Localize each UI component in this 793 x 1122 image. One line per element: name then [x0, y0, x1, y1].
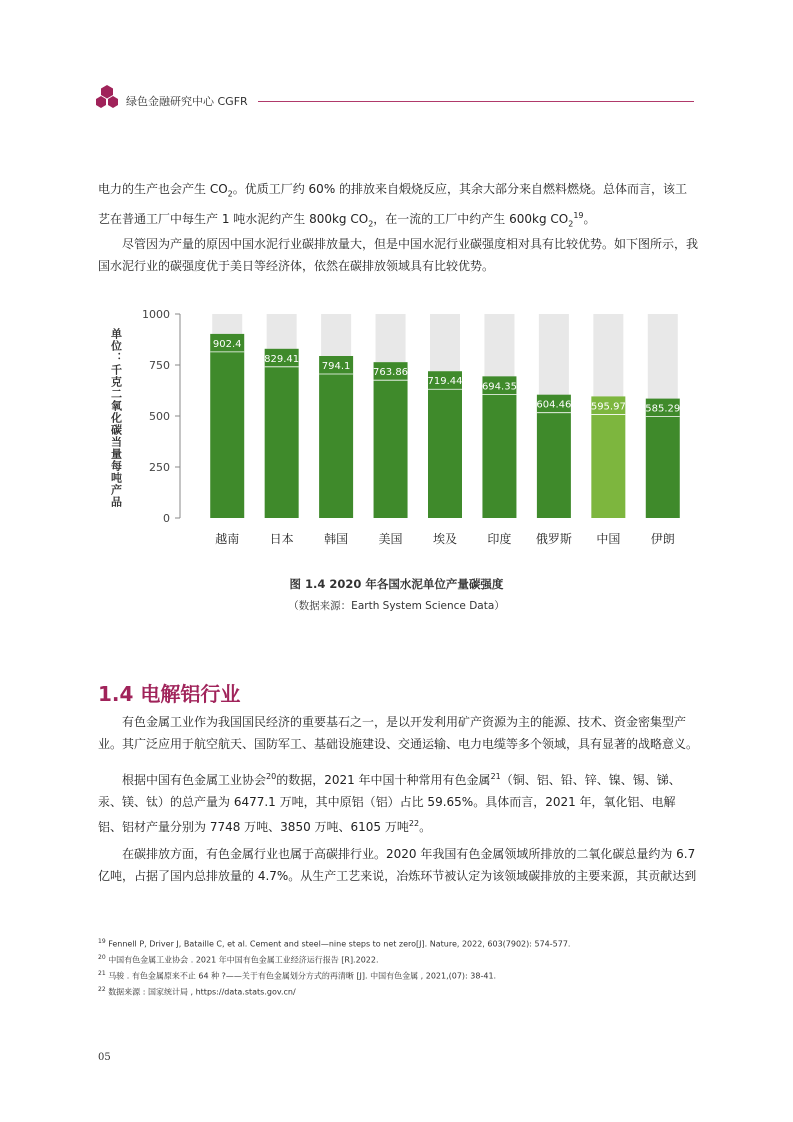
p1-text-d: 。 — [583, 212, 596, 227]
footnote-ref-19: 19 — [573, 211, 584, 221]
x-tick-label: 埃及 — [432, 532, 458, 546]
data-label: 902.4 — [212, 338, 242, 350]
p3-text: 有色金属工业作为我国国民经济的重要基石之一，是以开发利用矿产资源为主的能源、技术、资金密集型产业。其广泛应用于航空航天、国防军工、基础设施建设、交通运输、电力电缆等多个领域，具有显著的战略意义。 — [98, 715, 699, 751]
data-label: 694.35 — [481, 381, 517, 393]
footnote-19 — [98, 935, 698, 951]
x-tick-label: 中国 — [596, 532, 621, 546]
x-tick-label: 伊朗 — [650, 532, 675, 546]
x-tick-label: 俄罗斯 — [535, 532, 572, 546]
y-tick-label: 500 — [149, 410, 170, 423]
p4-text-c: （铜、铝、铅、锌、镍、锡、锑、汞、镁、钛）的总产量为 6477.1 万吨，其中原铝（铝）占比 59.65%。具体而言，2021 年，氧化铝、电解铝、铝材产量分别为 7748 万吨、3850 万吨、6105 万吨 — [98, 773, 681, 834]
y-tick-label: 250 — [149, 461, 170, 474]
footnote-20 — [98, 951, 698, 967]
footnote-21 — [98, 967, 698, 983]
footnotes — [98, 935, 698, 1000]
p4-text-d: 。 — [419, 820, 432, 834]
footnote-text: 马骏 . 有色金属原来不止 64 种 ?——关于有色金属划分方式的再清晰 [J]. 中国有色金属 , 2021,(07): 38-41. — [108, 971, 497, 981]
paragraph-2 — [98, 233, 698, 277]
data-label: 595.97 — [590, 401, 626, 413]
x-tick-label: 日本 — [269, 532, 294, 546]
header-org-name: 绿色金融研究中心 — [126, 95, 214, 108]
footnote-ref-22: 22 — [408, 819, 420, 828]
cgfr-logo-icon — [95, 84, 119, 108]
p1-sub-2: 2 — [368, 219, 374, 229]
paragraph-5 — [98, 843, 698, 887]
y-tick-label: 750 — [149, 359, 170, 372]
p1-sub-3: 2 — [568, 219, 574, 229]
footnote-num: 19 — [98, 938, 106, 945]
x-tick-label: 美国 — [378, 532, 403, 546]
chart-source: （数据来源：Earth System Science Data） — [288, 600, 505, 612]
x-tick-label: 韩国 — [324, 532, 349, 546]
footnote-num: 20 — [98, 954, 106, 962]
paragraph-1 — [98, 178, 698, 236]
p1-text-c: ，在一流的工厂中约产生 600kg CO — [373, 212, 569, 227]
bar-1 — [265, 349, 299, 518]
chart-title: 图 1.4 2020 年各国水泥单位产量碳强度 — [289, 577, 504, 591]
p1-text-a: 电力的生产也会产生 CO — [98, 182, 228, 196]
p5-text: 在碳排放方面，有色金属行业也属于高碳排行业。2020 年我国有色金属领域所排放的二氧化碳总量约为 6.7 亿吨，占据了国内总排放量的 4.7%。从生产工艺来说，冶炼环节被认定为该领域碳排放的主要来源，其贡献达到 — [98, 847, 697, 883]
bar-3 — [374, 362, 408, 518]
page-number: 05 — [98, 1052, 111, 1063]
bar-5 — [482, 376, 516, 518]
header-divider — [258, 101, 694, 102]
footnote-ref-21: 21 — [490, 772, 501, 781]
data-label: 585.29 — [645, 403, 681, 415]
data-label: 604.46 — [536, 399, 572, 411]
bar-6 — [537, 395, 571, 518]
p2-text: 尽管因为产量的原因中国水泥行业碳排放量大，但是中国水泥行业碳强度相对具有比较优势。如下图所示，我国水泥行业的碳强度优于美日等经济体，依然在碳排放领域具有比较优势。 — [98, 237, 699, 273]
data-label: 794.1 — [321, 361, 351, 373]
p1-sub-1: 2 — [227, 189, 233, 199]
footnote-text: 中国有色金属工业协会 . 2021 年中国有色金属工业经济运行报告 [R].2022. — [108, 955, 379, 965]
bar-4 — [428, 371, 462, 518]
bar-chart — [100, 300, 700, 560]
footnote-ref-20: 20 — [266, 772, 277, 781]
p4-text-a: 根据中国有色金属工业协会 — [122, 773, 267, 787]
footnote-text: Fennell P, Driver J, Bataille C, et al. Cement and steel—nine steps to net zero[J]. Nature, 2022, 603(7902): 574-577. — [108, 939, 571, 949]
data-label: 829.41 — [264, 353, 300, 365]
paragraph-4 — [98, 766, 698, 838]
header-org — [126, 93, 248, 109]
data-label: 763.86 — [373, 367, 409, 379]
y-tick-label: 1000 — [142, 308, 170, 321]
section-title: 1.4 电解铝行业 — [98, 682, 241, 706]
y-tick-label: 0 — [163, 512, 170, 525]
x-tick-label: 越南 — [215, 532, 240, 546]
footnote-22 — [98, 983, 698, 999]
x-tick-label: 印度 — [487, 532, 512, 546]
footnote-text: 数据来源 : 国家统计局 , https://data.stats.gov.cn/ — [108, 988, 296, 998]
p1-text-b: 。优质工厂约 60% 的排放来自煅烧反应，其余大部分来自燃料燃烧。总体而言，该工艺在普通工厂中每生产 1 吨水泥约产生 800kg CO — [98, 182, 688, 227]
footnote-num: 22 — [98, 986, 106, 994]
bar-2 — [319, 356, 353, 518]
paragraph-3 — [98, 711, 698, 755]
data-label: 719.44 — [427, 376, 463, 388]
header-org-abbr: CGFR — [217, 95, 248, 108]
p4-text-b: 的数据，2021 年中国十种常用有色金属 — [276, 773, 491, 787]
footnote-num: 21 — [98, 970, 106, 978]
bar-0 — [210, 334, 244, 518]
chart-ylabel: 单位：千克二氧化碳当量每吨产品 — [109, 328, 123, 508]
